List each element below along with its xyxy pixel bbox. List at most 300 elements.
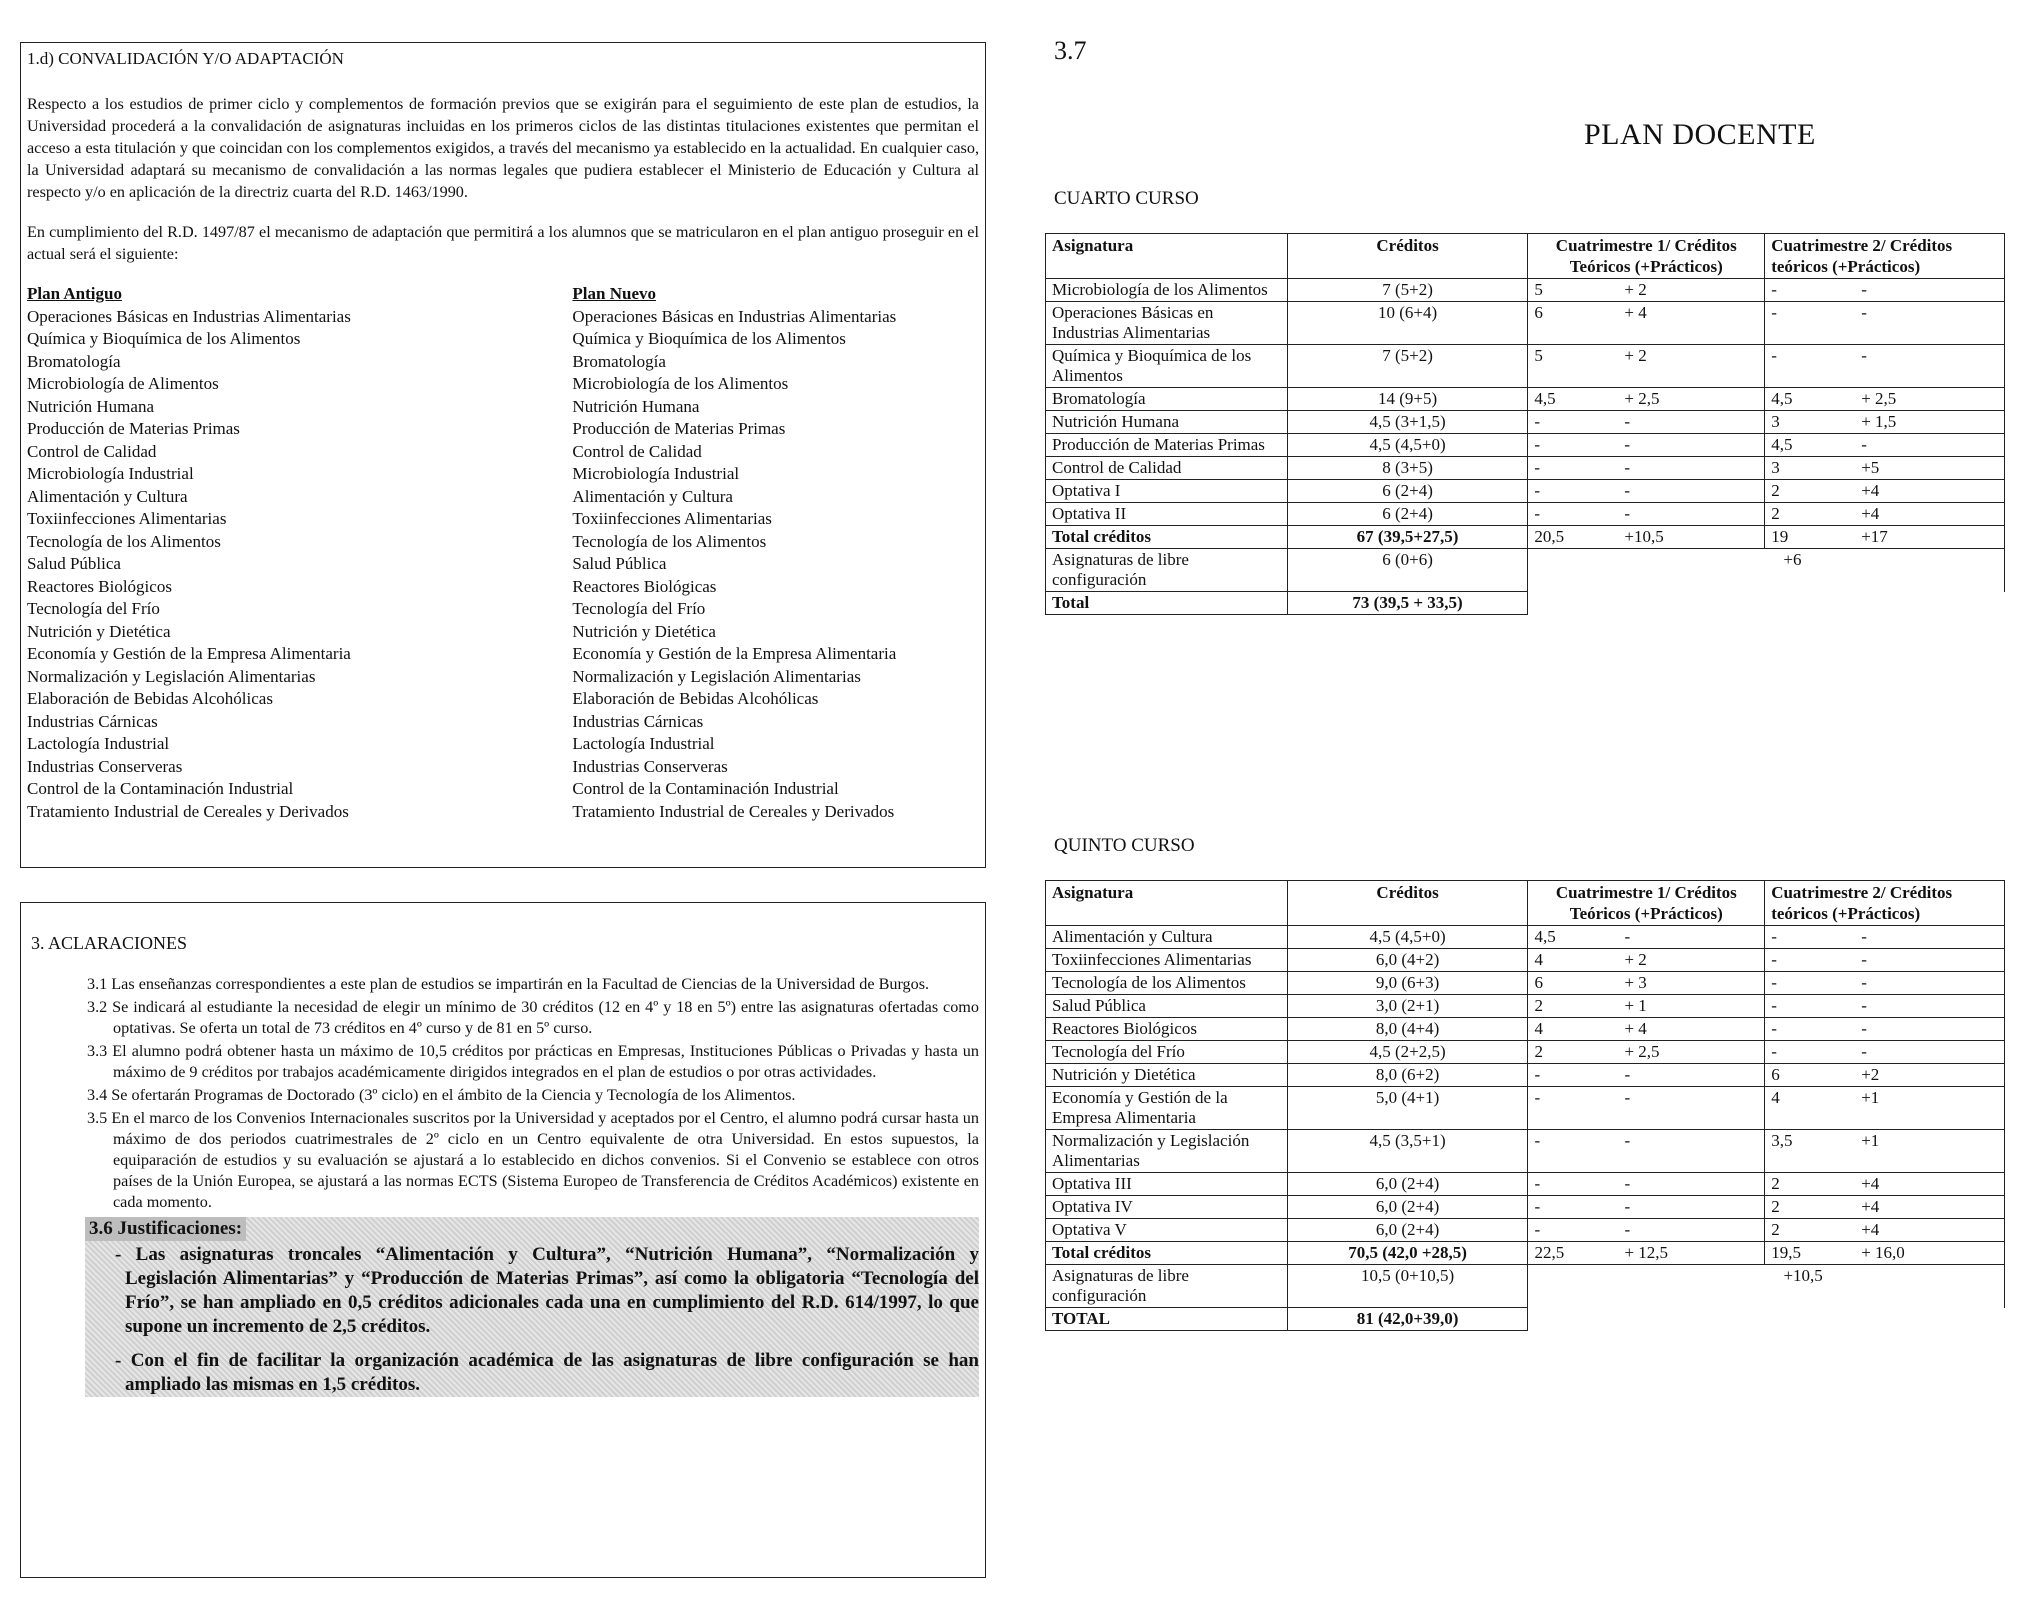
subject-cell: Nutrición y Dietética: [1046, 1064, 1288, 1087]
plan-subject-item: Lactología Industrial: [572, 734, 715, 753]
subject-cell: Nutrición Humana: [1046, 411, 1288, 434]
table-row: [1046, 1130, 2005, 1173]
table-row: [1046, 480, 2005, 503]
credits-cell: 4,5 (3,5+1): [1287, 1130, 1528, 1173]
cuatrimestre-2-cell: [1765, 1242, 2005, 1265]
table-row: [1046, 972, 2005, 995]
plan-subject-item: Tratamiento Industrial de Cereales y Derivados: [27, 801, 349, 821]
aclaraciones-title: 3. ACLARACIONES: [31, 933, 188, 953]
cuatrimestre-1-cell: [1528, 526, 1765, 549]
cuatrimestre-2-cell-theory: 2: [1771, 1197, 1780, 1216]
cuatrimestre-1-cell-theory: 22,5: [1534, 1243, 1565, 1262]
cuatrimestre-1-cell: [1528, 1041, 1765, 1064]
plan-antiguo-heading: Plan Antiguo: [27, 284, 122, 303]
cuatrimestre-2-cell-practice: +1: [1861, 1088, 1880, 1107]
plan-subject-item: Alimentación y Cultura: [27, 486, 188, 506]
credits-cell: 81 (42,0+39,0): [1287, 1308, 1528, 1331]
plan-subject-item: Normalización y Legislación Alimentarias: [572, 666, 861, 686]
table-row: [1046, 457, 2005, 480]
table-row: [1046, 434, 2005, 457]
plan-subject-item: Reactores Biológicas: [572, 576, 717, 596]
cuatrimestre-2-cell-practice: +1: [1861, 1131, 1880, 1150]
empty-cell: [1528, 592, 2005, 615]
cuatrimestre-1-cell: [1528, 1173, 1765, 1196]
subject-cell: Bromatología: [1046, 388, 1288, 411]
table-row: [1046, 345, 2005, 388]
credits-cell: 4,5 (4,5+0): [1287, 926, 1528, 949]
plan-subject-item: Bromatología: [27, 351, 121, 371]
cuatrimestre-1-cell-theory: 4: [1534, 950, 1543, 969]
subject-cell: Alimentación y Cultura: [1046, 926, 1288, 949]
cuatrimestre-2-cell-theory: 3: [1771, 458, 1780, 477]
cuatrimestre-2-cell-practice: -: [1861, 950, 1867, 969]
header-cuatrimestre-2: [1765, 234, 2005, 279]
credits-cell: 4,5 (2+2,5): [1287, 1041, 1528, 1064]
adaptation-columns: [27, 283, 979, 823]
plan-subject-item: Operaciones Básicas en Industrias Alimentarias: [27, 306, 351, 326]
cuatrimestre-2-cell-theory: 6: [1771, 1065, 1780, 1084]
plan-subject-item: Producción de Materias Primas: [572, 419, 786, 438]
cuatrimestre-1-cell-practice: + 4: [1624, 303, 1647, 322]
justificaciones-heading: 3.6 Justificaciones:: [85, 1217, 246, 1241]
credits-cell: 6 (2+4): [1287, 503, 1528, 526]
cuatrimestre-1-cell: [1528, 1130, 1765, 1173]
libre-cuatrimestre-cell: [1528, 549, 2005, 592]
cuatrimestre-1-cell: [1528, 345, 1765, 388]
cuatrimestre-2-cell: [1765, 949, 2005, 972]
plan-subject-item: Elaboración de Bebidas Alcohólicas: [27, 689, 273, 708]
credits-cell: 6,0 (2+4): [1287, 1219, 1528, 1242]
table-header-row: [1046, 234, 2005, 279]
cuatrimestre-1-cell: [1528, 1242, 1765, 1265]
convalidacion-paragraph-2: En cumplimiento del R.D. 1497/87 el mecanismo de adaptación que permitirá a los alumnos que se matricularon en el plan antiguo proseguir en el actual será el siguiente:: [27, 223, 979, 263]
credits-cell: 6,0 (2+4): [1287, 1173, 1528, 1196]
cuatrimestre-1-cell-theory: 2: [1534, 996, 1543, 1015]
cuatrimestre-1-cell-theory: 6: [1534, 303, 1543, 322]
cuatrimestre-2-cell-theory: 4,5: [1771, 435, 1793, 454]
cuatrimestre-2-cell: [1765, 1018, 2005, 1041]
cuatrimestre-1-cell-practice: + 4: [1624, 1019, 1647, 1038]
cuatrimestre-2-cell: [1765, 1041, 2005, 1064]
plan-subject-item: Bromatología: [572, 351, 666, 371]
cuatrimestre-2-cell: [1765, 411, 2005, 434]
table-row: [1046, 411, 2005, 434]
header-cuatrimestre-2-line: teóricos (+Prácticos): [1771, 904, 1921, 923]
plan-subject-item: Operaciones Básicas en Industrias Alimentarias: [572, 306, 897, 326]
plan-subject-item: Tecnología del Frío: [27, 599, 160, 618]
cuatrimestre-1-cell: [1528, 1087, 1765, 1130]
header-cuatrimestre-1-line: Cuatrimestre 1/ Créditos: [1555, 236, 1737, 255]
cuatrimestre-1-cell-theory: 4,5: [1534, 389, 1556, 408]
empty-cell: [1528, 1308, 2005, 1331]
cuatrimestre-2-cell-practice: + 16,0: [1861, 1243, 1905, 1262]
table-row: [1046, 388, 2005, 411]
aclaracion-item: 3.5 En el marco de los Convenios Internacionales suscritos por la Universidad y aceptados por el Centro, el alumno podrá cursar hasta un máximo de dos periodos cuatrimestrales de 2º ciclo en un Centro equivalente de otra Universidad. En estos supuestos, la equiparación de estudios y su evaluación se ajustará a lo establecido en dichos convenios. Si el Convenio se establece con otros países de la Unión Europea, se ajustará a las normas ECTS (Sistema Europeo de Transferencia de Créditos Académicos) existente en cada momento.: [87, 1109, 979, 1211]
cuatrimestre-2-cell: [1765, 302, 2005, 345]
cuatrimestre-1-cell-theory: -: [1534, 412, 1541, 431]
cuarto-curso-table: [1045, 233, 2005, 615]
cuatrimestre-2-cell: [1765, 995, 2005, 1018]
cuatrimestre-1-cell-practice: -: [1624, 458, 1631, 477]
plan-subject-item: Industrias Cárnicas: [27, 711, 158, 731]
header-asignatura: Asignatura: [1046, 881, 1288, 926]
cuatrimestre-1-cell-theory: 2: [1534, 1042, 1543, 1061]
cuatrimestre-1-cell: [1528, 1196, 1765, 1219]
table-row: [1046, 302, 2005, 345]
cuatrimestre-1-cell: [1528, 995, 1765, 1018]
header-cuatrimestre-1: [1528, 881, 1765, 926]
cuatrimestre-1-cell-practice: -: [1624, 1088, 1631, 1107]
cuatrimestre-1-cell: [1528, 388, 1765, 411]
plan-subject-item: Normalización y Legislación Alimentarias: [27, 666, 316, 686]
cuatrimestre-1-cell-theory: -: [1534, 481, 1541, 500]
plan-subject-item: Microbiología de los Alimentos: [572, 374, 789, 393]
cuatrimestre-1-cell-theory: -: [1534, 1174, 1541, 1193]
subject-cell: Optativa III: [1046, 1173, 1288, 1196]
cuatrimestre-2-cell: [1765, 1087, 2005, 1130]
cuatrimestre-1-cell-practice: + 2: [1624, 346, 1647, 365]
cuatrimestre-1-cell-practice: -: [1624, 1197, 1631, 1216]
subject-cell: Química y Bioquímica de los Alimentos: [1046, 345, 1288, 388]
subject-cell: Optativa I: [1046, 480, 1288, 503]
plan-subject-item: Control de Calidad: [572, 441, 702, 461]
cuatrimestre-1-cell-theory: 6: [1534, 973, 1543, 992]
cuatrimestre-2-cell-practice: -: [1861, 996, 1867, 1015]
plan-subject-item: Industrias Conserveras: [27, 756, 183, 776]
cuatrimestre-2-cell-theory: 3: [1771, 412, 1780, 431]
aclaracion-item: 3.2 Se indicará al estudiante la necesidad de elegir un mínimo de 30 créditos (12 en 4º y 18 en 5º) entre las asignaturas ofertadas como optativas. Se oferta un total de 73 créditos en 4º curso y de 81 en 5º curso.: [87, 998, 979, 1037]
cuatrimestre-1-cell-practice: + 2,5: [1624, 1042, 1660, 1061]
libre-configuracion-row: [1046, 1265, 2005, 1308]
cuatrimestre-1-cell: [1528, 503, 1765, 526]
subject-cell: Optativa V: [1046, 1219, 1288, 1242]
subject-cell: Total créditos: [1046, 1242, 1288, 1265]
cuatrimestre-1-cell-practice: + 2: [1624, 280, 1647, 299]
cuatrimestre-1-cell: [1528, 302, 1765, 345]
subject-cell: Control de Calidad: [1046, 457, 1288, 480]
cuatrimestre-1-cell-theory: 20,5: [1534, 527, 1565, 546]
table-row: [1046, 1219, 2005, 1242]
cuatrimestre-1-cell: [1528, 1219, 1765, 1242]
plan-subject-item: Tratamiento Industrial de Cereales y Derivados: [572, 801, 895, 821]
credits-cell: 8,0 (4+4): [1287, 1018, 1528, 1041]
cuatrimestre-2-cell-practice: -: [1861, 973, 1867, 992]
cuatrimestre-2-cell-theory: 2: [1771, 481, 1780, 500]
plan-nuevo-column: [572, 283, 979, 823]
credits-cell: 5,0 (4+1): [1287, 1087, 1528, 1130]
cuatrimestre-1-cell-practice: -: [1624, 1220, 1631, 1239]
subject-cell: TOTAL: [1046, 1308, 1288, 1331]
aclaracion-item: 3.4 Se ofertarán Programas de Doctorado (3º ciclo) en el ámbito de la Ciencia y Tecnología de los Alimentos.: [87, 1086, 796, 1104]
cuatrimestre-2-cell: [1765, 457, 2005, 480]
credits-cell: 67 (39,5+27,5): [1287, 526, 1528, 549]
credits-cell: 8 (3+5): [1287, 457, 1528, 480]
plan-subject-item: Nutrición y Dietética: [572, 621, 716, 641]
subject-cell: Asignaturas de libre configuración: [1046, 549, 1288, 592]
plan-subject-item: Microbiología Industrial: [572, 464, 740, 483]
cuatrimestre-2-cell: [1765, 972, 2005, 995]
plan-subject-item: Control de la Contaminación Industrial: [27, 779, 294, 798]
cuatrimestre-2-cell-theory: 19: [1771, 527, 1789, 546]
plan-subject-item: Lactología Industrial: [27, 734, 170, 753]
plan-subject-item: Nutrición y Dietética: [27, 621, 171, 641]
subject-cell: Tecnología del Frío: [1046, 1041, 1288, 1064]
cuatrimestre-2-cell-theory: 3,5: [1771, 1131, 1793, 1150]
cuatrimestre-2-cell-theory: 19,5: [1771, 1243, 1801, 1262]
plan-subject-item: Elaboración de Bebidas Alcohólicas: [572, 689, 819, 708]
cuatrimestre-1-cell-practice: + 1: [1624, 996, 1647, 1015]
cuatrimestre-1-cell-theory: -: [1534, 435, 1541, 454]
cuatrimestre-2-cell-theory: 2: [1771, 1220, 1780, 1239]
cuatrimestre-1-cell: [1528, 480, 1765, 503]
page-number: 3.7: [1054, 36, 1087, 65]
cuatrimestre-2-cell-practice: +4: [1861, 1220, 1880, 1239]
table-row: [1046, 926, 2005, 949]
header-cuatrimestre-2-line: Cuatrimestre 2/ Créditos: [1771, 236, 1953, 255]
cuatrimestre-2-cell-practice: +4: [1861, 481, 1880, 500]
plan-subject-item: Nutrición Humana: [27, 396, 154, 416]
convalidacion-paragraph-1: Respecto a los estudios de primer ciclo y complementos de formación previos que se exigirán para el seguimiento de este plan de estudios, la Universidad procederá a la convalidación de asignaturas incluidas en los primeros ciclos de las distintas titulaciones existentes que permitan el acceso a esta titulación y que coincidan con los complementos exigidos, a través del mecanismo ya establecido en la actualidad. En cualquier caso, la Universidad adaptará su mecanismo de convalidación a las normas legales que pudiera establecer el Ministerio de Educación y Cultura al respecto y/o en aplicación de la directriz cuarta del R.D. 1463/1990.: [27, 95, 979, 201]
cuatrimestre-2-cell-practice: +17: [1861, 527, 1888, 546]
plan-subject-item: Química y Bioquímica de los Alimentos: [572, 329, 846, 348]
cuatrimestre-1-cell-practice: -: [1624, 927, 1631, 946]
table-row: [1046, 949, 2005, 972]
cuatrimestre-2-cell-practice: -: [1861, 1019, 1867, 1038]
convalidacion-title: 1.d) CONVALIDACIÓN Y/O ADAPTACIÓN: [27, 49, 344, 68]
cuatrimestre-2-cell: [1765, 1173, 2005, 1196]
subject-cell: Tecnología de los Alimentos: [1046, 972, 1288, 995]
cuatrimestre-1-cell: [1528, 949, 1765, 972]
cuatrimestre-1-cell-practice: -: [1624, 504, 1631, 523]
plan-subject-item: Economía y Gestión de la Empresa Alimentaria: [572, 644, 897, 663]
table-row: [1046, 1196, 2005, 1219]
cuatrimestre-1-cell: [1528, 457, 1765, 480]
cuatrimestre-1-cell-practice: + 12,5: [1624, 1243, 1669, 1262]
cuatrimestre-2-cell-theory: 4: [1771, 1088, 1780, 1107]
cuatrimestre-2-cell-theory: -: [1771, 346, 1777, 365]
plan-subject-item: Microbiología Industrial: [27, 464, 194, 483]
cuatrimestre-1-cell-theory: -: [1534, 458, 1541, 477]
cuatrimestre-2-cell: [1765, 526, 2005, 549]
header-cuatrimestre-1-line: Cuatrimestre 1/ Créditos: [1555, 883, 1737, 902]
credits-cell: 7 (5+2): [1287, 279, 1528, 302]
cuatrimestre-2-cell-practice: +2: [1861, 1065, 1880, 1084]
table-row: [1046, 1064, 2005, 1087]
plan-subject-item: Economía y Gestión de la Empresa Alimentaria: [27, 644, 351, 663]
credits-cell: 10 (6+4): [1287, 302, 1528, 345]
convalidacion-section: [20, 42, 986, 868]
cuatrimestre-1-cell: [1528, 972, 1765, 995]
cuatrimestre-2-cell-theory: 2: [1771, 1174, 1780, 1193]
cuatrimestre-1-cell-theory: 5: [1534, 346, 1543, 365]
credits-cell: 10,5 (0+10,5): [1287, 1265, 1528, 1308]
cuatrimestre-2-cell-practice: -: [1861, 346, 1867, 365]
plan-subject-item: Toxiinfecciones Alimentarias: [27, 509, 227, 528]
cuatrimestre-1-cell-practice: + 2,5: [1624, 389, 1660, 408]
aclaraciones-list: [27, 974, 979, 1213]
credits-cell: 9,0 (6+3): [1287, 972, 1528, 995]
credits-cell: 14 (9+5): [1287, 388, 1528, 411]
subject-cell: Producción de Materias Primas: [1046, 434, 1288, 457]
credits-cell: 4,5 (4,5+0): [1287, 434, 1528, 457]
cuatrimestre-1-cell: [1528, 1064, 1765, 1087]
cuatrimestre-2-cell: [1765, 1219, 2005, 1242]
aclaracion-item: 3.1 Las enseñanzas correspondientes a este plan de estudios se impartirán en la Facultad de Ciencias de la Universidad de Burgos.: [87, 975, 930, 993]
cuatrimestre-2-cell: [1765, 1196, 2005, 1219]
cuatrimestre-2-cell: [1765, 480, 2005, 503]
subject-cell: Optativa II: [1046, 503, 1288, 526]
cuatrimestre-1-cell-practice: -: [1624, 1174, 1631, 1193]
plan-subject-item: Tecnología del Frío: [572, 599, 706, 618]
credits-cell: 8,0 (6+2): [1287, 1064, 1528, 1087]
quinto-curso-table: [1045, 880, 2005, 1331]
credits-cell: 70,5 (42,0 +28,5): [1287, 1242, 1528, 1265]
cuatrimestre-2-cell-practice: +4: [1861, 504, 1880, 523]
cuatrimestre-2-cell-theory: -: [1771, 1019, 1777, 1038]
plan-subject-item: Toxiinfecciones Alimentarias: [572, 509, 772, 528]
cuatrimestre-1-cell-practice: -: [1624, 435, 1631, 454]
plan-subject-item: Tecnología de los Alimentos: [572, 531, 767, 551]
justificacion-item: - Las asignaturas troncales “Alimentación y Cultura”, “Nutrición Humana”, “Normalización y Legislación Alimentarias” y “Producción de Materias Primas”, así como la obligatoria “Tecnología del Frío”, se han ampliado en 0,5 créditos adicionales cada una en cumplimiento del R.D. 614/1997, lo que supone un incremento de 2,5 créditos.: [115, 1244, 979, 1337]
table-row: [1046, 503, 2005, 526]
cuatrimestre-2-cell: [1765, 388, 2005, 411]
credits-cell: 7 (5+2): [1287, 345, 1528, 388]
cuatrimestre-1-cell-practice: +10,5: [1624, 527, 1664, 546]
subject-cell: Operaciones Básicas en Industrias Alimentarias: [1046, 302, 1288, 345]
cuatrimestre-1-cell-practice: -: [1624, 1065, 1631, 1084]
plan-subject-item: Reactores Biológicos: [27, 576, 172, 596]
cuatrimestre-2-cell: [1765, 926, 2005, 949]
table-row: [1046, 995, 2005, 1018]
libre-configuracion-row: [1046, 549, 2005, 592]
plan-subject-item: Nutrición Humana: [572, 396, 700, 416]
cuatrimestre-1-cell: [1528, 411, 1765, 434]
plan-subject-item: Tecnología de los Alimentos: [27, 531, 221, 551]
cuatrimestre-2-cell-practice: +4: [1861, 1197, 1880, 1216]
cuatrimestre-2-cell-practice: -: [1861, 927, 1867, 946]
header-cuatrimestre-2-line: teóricos (+Prácticos): [1771, 257, 1921, 276]
cuatrimestre-2-cell-theory: -: [1771, 280, 1777, 299]
justificacion-item: - Con el fin de facilitar la organización académica de las asignaturas de libre configuración se han ampliado las mismas en 1,5 créditos.: [115, 1350, 979, 1395]
plan-subject-item: Salud Pública: [27, 554, 121, 573]
plan-subject-item: Química y Bioquímica de los Alimentos: [27, 329, 301, 348]
cuatrimestre-2-cell-practice: +5: [1861, 458, 1880, 477]
header-creditos: Créditos: [1287, 881, 1528, 926]
header-asignatura: Asignatura: [1046, 234, 1288, 279]
cuatrimestre-2-cell-practice: -: [1861, 280, 1867, 299]
cuatrimestre-1-cell-theory: -: [1534, 1220, 1541, 1239]
subject-cell: Toxiinfecciones Alimentarias: [1046, 949, 1288, 972]
cuatrimestre-2-cell-theory: -: [1771, 996, 1777, 1015]
cuatrimestre-2-cell-theory: 4,5: [1771, 389, 1793, 408]
cuatrimestre-2-cell-theory: -: [1771, 950, 1777, 969]
cuatrimestre-2-cell-theory: -: [1771, 303, 1777, 322]
cuatrimestre-2-cell-theory: 2: [1771, 504, 1780, 523]
cuatrimestre-2-cell: [1765, 345, 2005, 388]
plan-subject-item: Microbiología de Alimentos: [27, 374, 219, 393]
header-cuatrimestre-2: [1765, 881, 2005, 926]
cuatrimestre-1-cell-theory: -: [1534, 1088, 1541, 1107]
cuatrimestre-1-cell-practice: -: [1624, 481, 1631, 500]
total-creditos-row: [1046, 526, 2005, 549]
cuatrimestre-2-cell: [1765, 503, 2005, 526]
header-cuatrimestre-2-line: Cuatrimestre 2/ Créditos: [1771, 883, 1953, 902]
cuatrimestre-1-cell: [1528, 1018, 1765, 1041]
libre-cuatrimestre-2-value: +6: [1783, 550, 1802, 569]
plan-subject-item: Control de Calidad: [27, 441, 157, 461]
plan-subject-item: Producción de Materias Primas: [27, 419, 240, 438]
table-row: [1046, 1041, 2005, 1064]
cuarto-curso-title: CUARTO CURSO: [1054, 188, 1199, 209]
subject-cell: Reactores Biológicos: [1046, 1018, 1288, 1041]
subject-cell: Asignaturas de libre configuración: [1046, 1265, 1288, 1308]
plan-docente-title: PLAN DOCENTE: [1584, 118, 1816, 151]
cuatrimestre-2-cell: [1765, 434, 2005, 457]
libre-cuatrimestre-2-value: +10,5: [1783, 1266, 1823, 1285]
cuatrimestre-2-cell: [1765, 1064, 2005, 1087]
subject-cell: Microbiología de los Alimentos: [1046, 279, 1288, 302]
cuatrimestre-1-cell-theory: -: [1534, 1065, 1541, 1084]
plan-subject-item: Alimentación y Cultura: [572, 486, 733, 506]
cuatrimestre-2-cell-practice: -: [1861, 435, 1867, 454]
cuatrimestre-2-cell-practice: + 2,5: [1861, 389, 1897, 408]
cuatrimestre-1-cell-theory: 4,5: [1534, 927, 1556, 946]
header-cuatrimestre-1-line: Teóricos (+Prácticos): [1569, 904, 1723, 923]
cuatrimestre-1-cell-practice: -: [1624, 412, 1631, 431]
cuatrimestre-2-cell-practice: + 1,5: [1861, 412, 1897, 431]
credits-cell: 6,0 (4+2): [1287, 949, 1528, 972]
credits-cell: 6 (2+4): [1287, 480, 1528, 503]
subject-cell: Optativa IV: [1046, 1196, 1288, 1219]
cuatrimestre-1-cell-practice: + 2: [1624, 950, 1647, 969]
cuatrimestre-2-cell-practice: +4: [1861, 1174, 1880, 1193]
plan-subject-item: Industrias Conserveras: [572, 756, 728, 776]
table-row: [1046, 279, 2005, 302]
justificaciones-block: [85, 1217, 979, 1397]
cuatrimestre-1-cell-theory: -: [1534, 1131, 1541, 1150]
plan-subject-item: Control de la Contaminación Industrial: [572, 779, 839, 798]
cuatrimestre-1-cell: [1528, 279, 1765, 302]
total-row: [1046, 1308, 2005, 1331]
aclaraciones-section: [20, 902, 986, 1578]
header-cuatrimestre-1-line: Teóricos (+Prácticos): [1569, 257, 1723, 276]
subject-cell: Total créditos: [1046, 526, 1288, 549]
cuatrimestre-1-cell: [1528, 926, 1765, 949]
cuatrimestre-1-cell: [1528, 434, 1765, 457]
table-row: [1046, 1087, 2005, 1130]
cuatrimestre-2-cell-practice: -: [1861, 303, 1867, 322]
header-creditos: Créditos: [1287, 234, 1528, 279]
cuatrimestre-2-cell-practice: -: [1861, 1042, 1867, 1061]
subject-cell: Normalización y Legislación Alimentarias: [1046, 1130, 1288, 1173]
credits-cell: 4,5 (3+1,5): [1287, 411, 1528, 434]
libre-cuatrimestre-cell: [1528, 1265, 2005, 1308]
credits-cell: 3,0 (2+1): [1287, 995, 1528, 1018]
subject-cell: Salud Pública: [1046, 995, 1288, 1018]
cuatrimestre-2-cell-theory: -: [1771, 1042, 1777, 1061]
cuatrimestre-1-cell-practice: -: [1624, 1131, 1631, 1150]
cuatrimestre-2-cell: [1765, 1130, 2005, 1173]
cuatrimestre-1-cell-theory: 5: [1534, 280, 1543, 299]
credits-cell: 73 (39,5 + 33,5): [1287, 592, 1528, 615]
credits-cell: 6 (0+6): [1287, 549, 1528, 592]
cuatrimestre-1-cell-theory: -: [1534, 1197, 1541, 1216]
plan-subject-item: Salud Pública: [572, 554, 667, 573]
plan-antiguo-column: [27, 283, 572, 823]
cuatrimestre-2-cell: [1765, 279, 2005, 302]
aclaracion-item: 3.3 El alumno podrá obtener hasta un máximo de 10,5 créditos por prácticas en Empresas, Instituciones Públicas o Privadas y hasta un máximo de 9 créditos por trabajos académicamente dirigidos integrados en el plan de estudios o por otras actividades.: [87, 1042, 979, 1081]
cuatrimestre-2-cell-theory: -: [1771, 927, 1777, 946]
